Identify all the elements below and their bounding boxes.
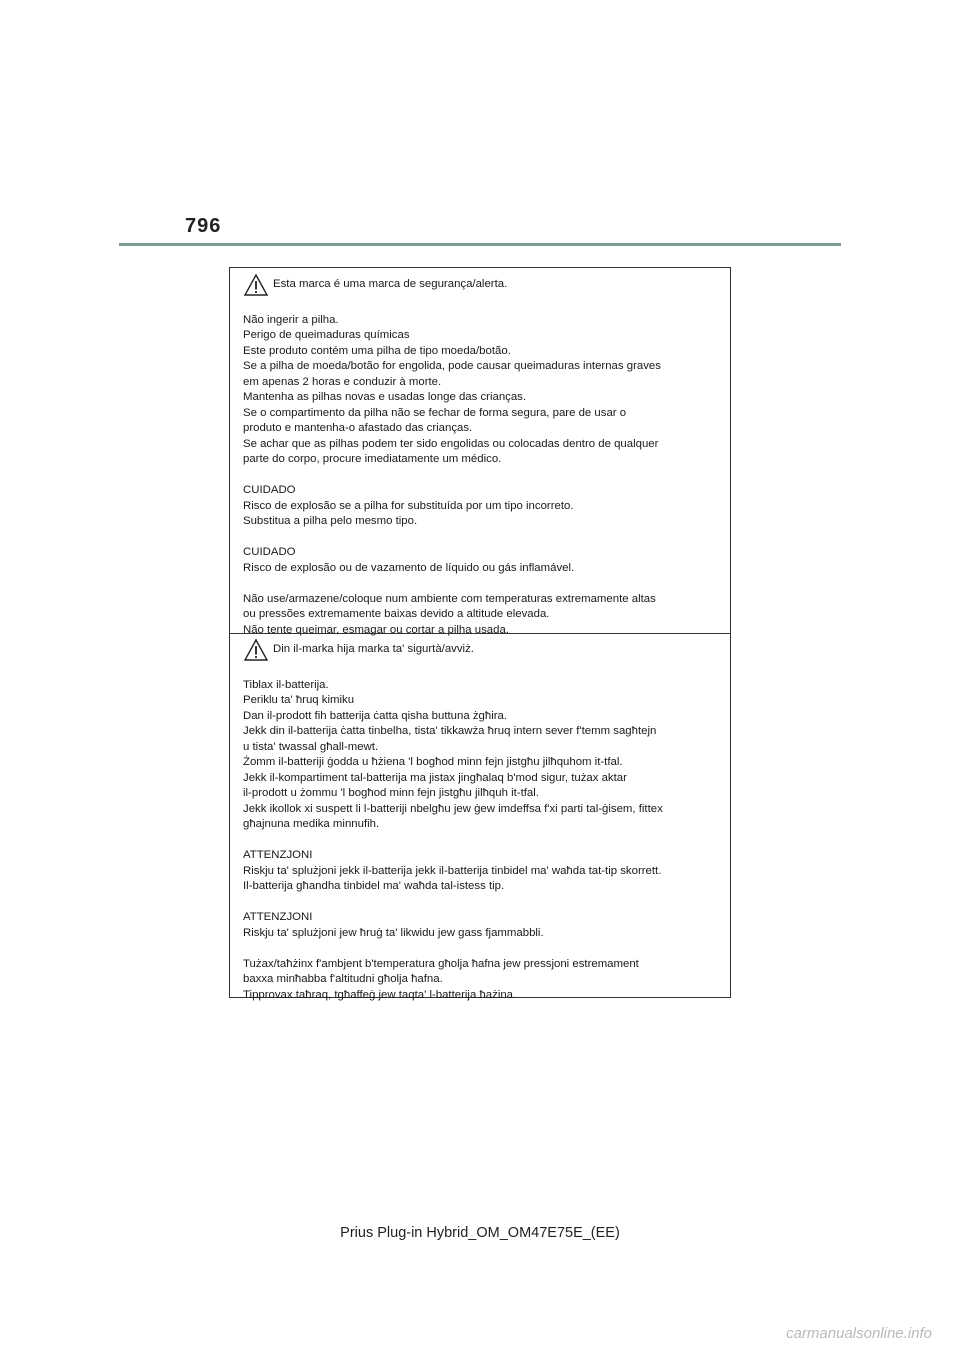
text-line: Risco de explosão ou de vazamento de líquido ou gás inflamável. [243, 561, 575, 574]
warning-heading [243, 273, 717, 297]
warning-heading-text: Din il-marka hija marka ta' sigurtà/avviż. [273, 643, 474, 656]
text-block [243, 483, 717, 530]
site-watermark: carmanualsonline.info [786, 1325, 932, 1342]
maltese-warning-panel [230, 633, 730, 1001]
text-line: għajnuna medika minnufih. [243, 818, 380, 830]
text-block [243, 848, 717, 895]
text-line: Periklu ta' ħruq kimiku [243, 694, 355, 706]
caution-label: ATTENZJONI [243, 911, 313, 923]
text-line: Risco de explosão se a pilha for substituída por um tipo incorreto. [243, 499, 574, 512]
text-line: em apenas 2 horas e conduzir à morte. [243, 375, 442, 388]
text-line: Jekk ikollok xi suspett li l-batteriji nbelgħu jew ġew imdeffsa f'xi parti tal-ġisem, fittex [243, 802, 663, 815]
text-line: Não tente queimar, esmagar ou cortar a pilha usada. [243, 623, 509, 636]
caution-label: ATTENZJONI [243, 849, 313, 861]
text-line: Il-batterija għandha tinbidel ma' waħda tal-istess tip. [243, 880, 505, 892]
caution-label: CUIDADO [243, 546, 296, 558]
text-line: il-prodott u żommu 'l bogħod minn fejn jistgħu jilħquh it-tfal. [243, 787, 539, 799]
text-line: Jekk din il-batterija ċatta tinbelha, tista' tikkawża ħruq intern sever f'temm sagħtejn [243, 725, 657, 737]
warning-heading [243, 638, 717, 662]
text-line: Não ingerir a pilha. [243, 313, 339, 326]
text-block [243, 678, 717, 833]
portuguese-warning-panel [230, 268, 730, 636]
header-rule [119, 243, 841, 246]
text-line: Dan il-prodott fih batterija ċatta qisha buttuna żgħira. [243, 709, 508, 722]
text-block [243, 545, 717, 576]
text-block [243, 592, 717, 639]
text-line: produto e mantenha-o afastado das crianças. [243, 422, 473, 434]
text-line: Não use/armazene/coloque num ambiente com temperaturas extremamente altas [243, 592, 656, 605]
text-line: Mantenha as pilhas novas e usadas longe das crianças. [243, 391, 527, 403]
text-line: Tipprovax taħraq, tgħaffeġ jew taqta' l-batterija ħażina. [243, 988, 517, 1001]
manual-footer: Prius Plug-in Hybrid_OM_OM47E75E_(EE) [340, 1225, 620, 1241]
battery-warning-label [229, 267, 731, 1001]
text-block [243, 313, 717, 468]
text-line: Perigo de queimaduras químicas [243, 329, 410, 341]
text-block [243, 910, 717, 941]
text-line: Se achar que as pilhas podem ter sido engolidas ou colocadas dentro de qualquer [243, 437, 659, 450]
warning-heading-text: Esta marca é uma marca de segurança/alerta. [273, 278, 508, 291]
warning-triangle-icon [243, 273, 269, 297]
text-line: Żomm il-batteriji ġodda u ħżiena 'l bogħod minn fejn jistgħu jilħquhom it-tfal. [243, 756, 623, 768]
text-line: Substitua a pilha pelo mesmo tipo. [243, 515, 418, 527]
text-line: Se a pilha de moeda/botão for engolida, pode causar queimaduras internas graves [243, 360, 661, 372]
warning-triangle-icon [243, 638, 269, 662]
text-line: parte do corpo, procure imediatamente um médico. [243, 453, 502, 465]
text-line: ou pressões extremamente baixas devido a altitude elevada. [243, 608, 550, 620]
text-line: Tużax/taħżinx f'ambjent b'temperatura għolja ħafna jew pressjoni estremament [243, 957, 639, 970]
page-number: 796 [185, 215, 222, 237]
text-line: Tiblax il-batterija. [243, 678, 329, 691]
text-line: baxxa minħabba f'altitudni għolja ħafna. [243, 973, 443, 985]
text-line: Se o compartimento da pilha não se fechar de forma segura, pare de usar o [243, 406, 627, 419]
text-line: Riskju ta' splużjoni jekk il-batterija jekk il-batterija tinbidel ma' waħda tat-tip skorrett. [243, 864, 662, 877]
caution-label: CUIDADO [243, 484, 296, 496]
text-block [243, 957, 717, 1004]
text-line: Jekk il-kompartiment tal-batterija ma jistax jingħalaq b'mod sigur, tużax aktar [243, 771, 627, 784]
text-line: u tista' twassal għall-mewt. [243, 740, 379, 753]
text-line: Riskju ta' splużjoni jew ħruġ ta' likwidu jew gass fjammabbli. [243, 926, 544, 939]
text-line: Este produto contém uma pilha de tipo moeda/botão. [243, 344, 511, 357]
